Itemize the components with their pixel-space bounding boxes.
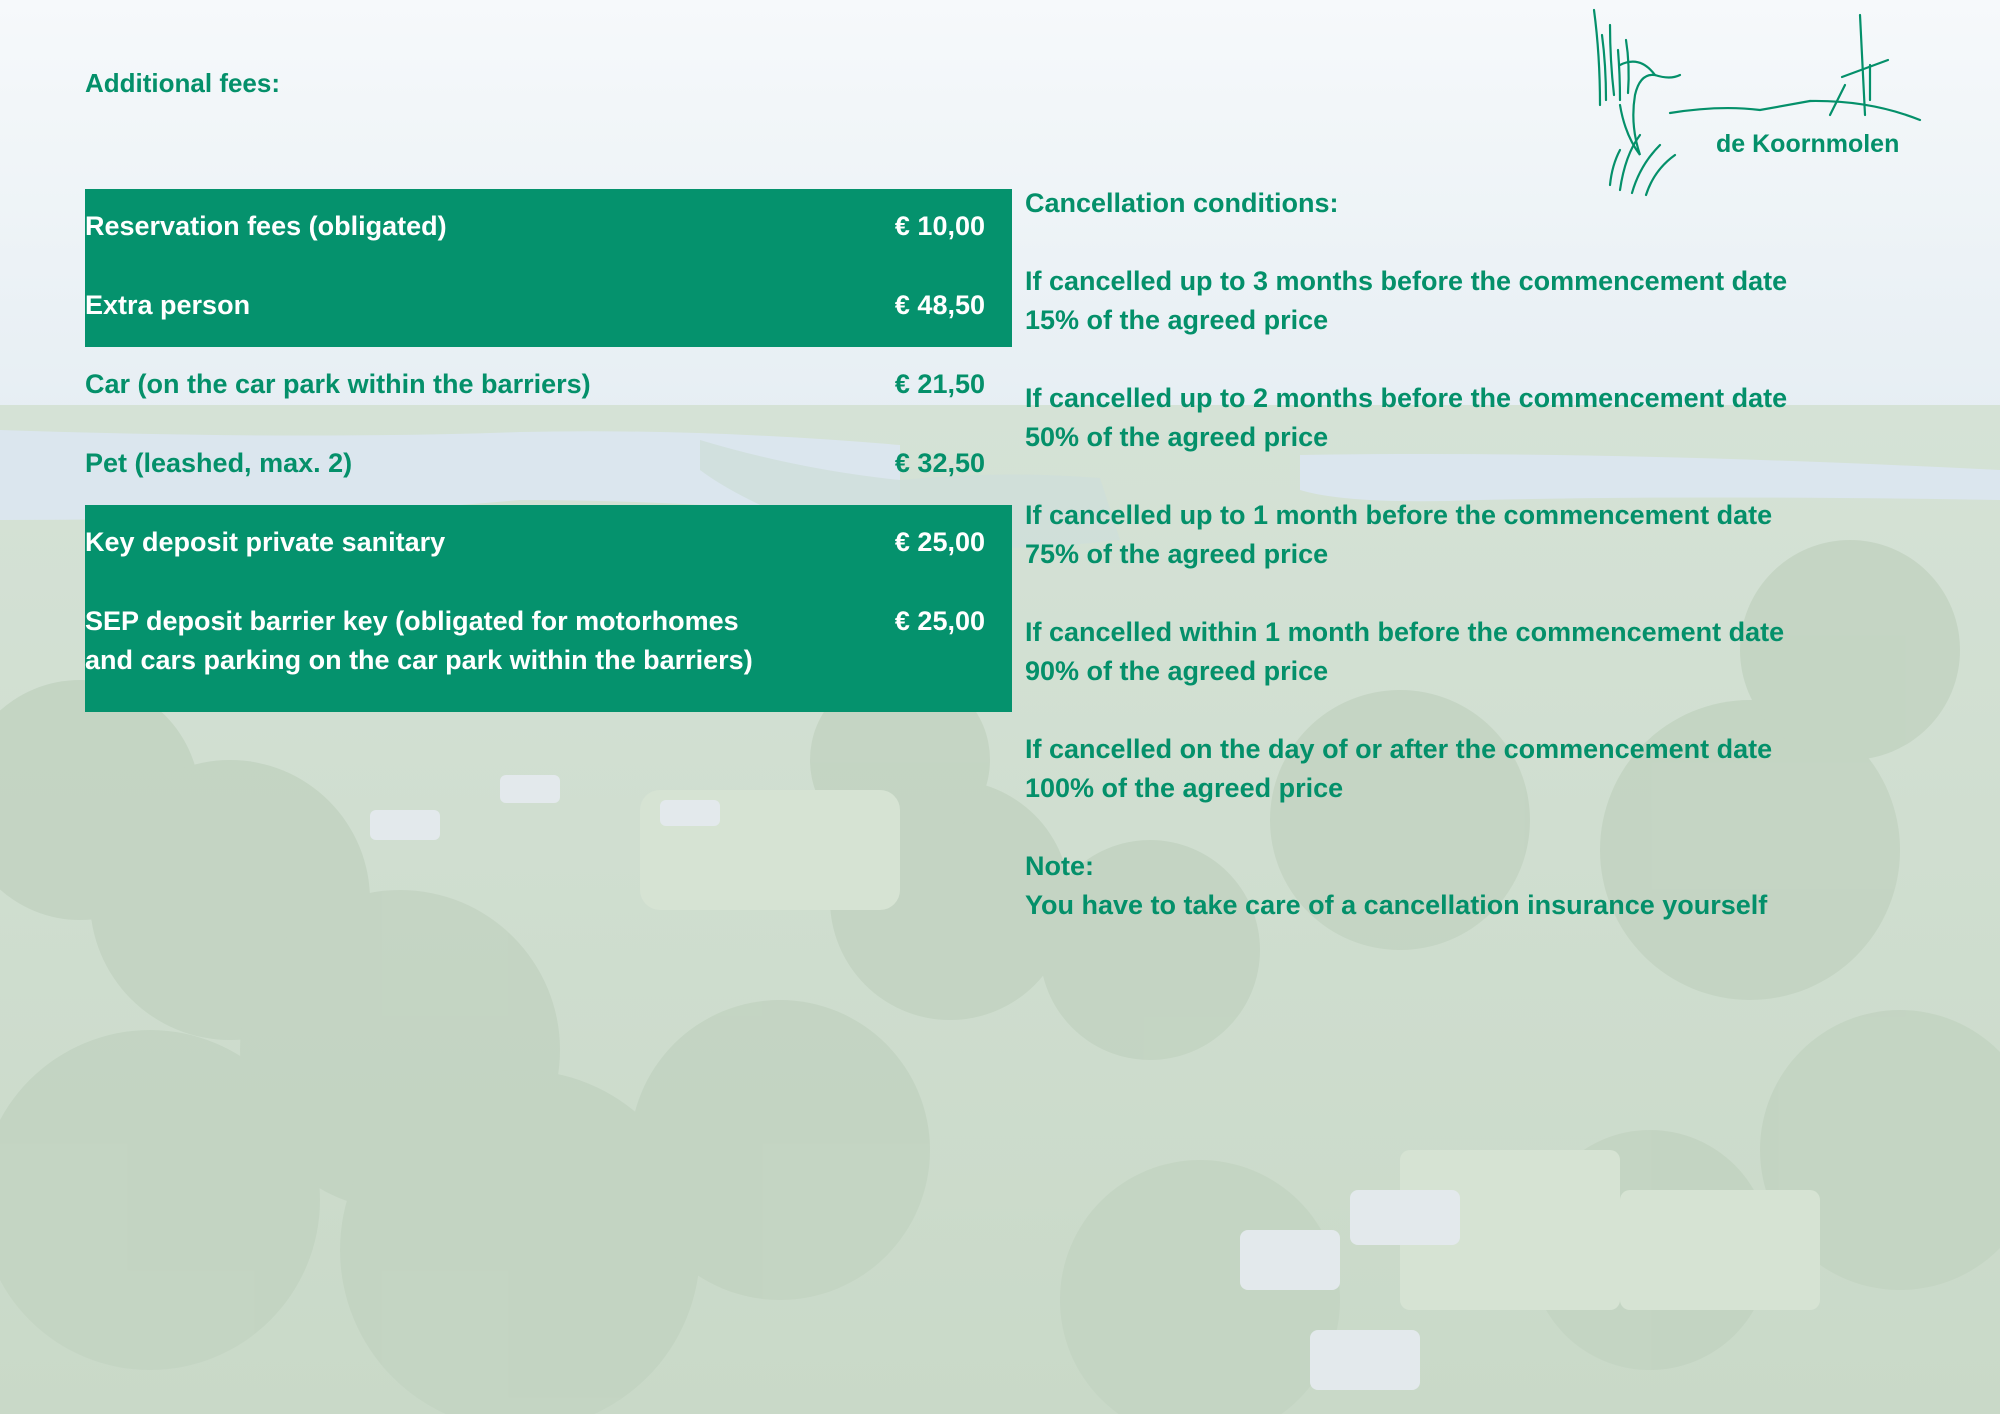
- cancellation-charge: 50% of the agreed price: [1025, 422, 1329, 452]
- fee-label-line: SEP deposit barrier key (obligated for motorhomes: [85, 606, 739, 636]
- cancellation-item: [1025, 613, 1955, 691]
- cancellation-condition: If cancelled up to 2 months before the commencement date: [1025, 383, 1788, 413]
- fee-amount: € 21,50: [894, 369, 985, 399]
- fee-row: [85, 268, 1012, 347]
- fee-label: Reservation fees (obligated): [85, 211, 447, 241]
- fee-label: Key deposit private sanitary: [85, 527, 446, 557]
- cancellation-charge: 100% of the agreed price: [1025, 773, 1344, 803]
- fee-amount: € 48,50: [894, 290, 985, 320]
- cancellation-charge: 15% of the agreed price: [1025, 305, 1329, 335]
- fee-row: [85, 347, 1012, 426]
- note-title: Note:: [1025, 851, 1094, 881]
- fee-amount: € 10,00: [894, 211, 985, 241]
- fee-row: [85, 426, 1012, 505]
- logo-name: de Koornmolen: [1716, 130, 1900, 158]
- fee-label: Extra person: [85, 290, 251, 320]
- note-text: You have to take care of a cancellation insurance yourself: [1025, 890, 1768, 920]
- fees-table: [85, 189, 1012, 712]
- cancellation-condition: If cancelled on the day of or after the commencement date: [1025, 734, 1773, 764]
- fee-label: Pet (leashed, max. 2): [85, 448, 353, 478]
- cancellation-item: [1025, 730, 1955, 808]
- fee-amount: € 32,50: [894, 448, 985, 478]
- cancellation-condition: If cancelled up to 1 month before the commencement date: [1025, 500, 1773, 530]
- koornmolen-logo-icon: [1580, 5, 1950, 205]
- additional-fees-heading: Additional fees:: [85, 68, 281, 98]
- cancellation-conditions: [1025, 184, 1955, 964]
- fee-row: [85, 189, 1012, 268]
- cancellation-item: [1025, 379, 1955, 457]
- fee-label: Car (on the car park within the barriers): [85, 369, 591, 399]
- cancellation-item: [1025, 262, 1955, 340]
- cancellation-charge: 75% of the agreed price: [1025, 539, 1329, 569]
- cancellation-condition: If cancelled within 1 month before the commencement date: [1025, 617, 1785, 647]
- cancellation-charge: 90% of the agreed price: [1025, 656, 1329, 686]
- fee-amount: € 25,00: [894, 606, 985, 636]
- cancellation-item: [1025, 496, 1955, 574]
- cancellation-condition: If cancelled up to 3 months before the commencement date: [1025, 266, 1788, 296]
- fee-label: [85, 602, 845, 680]
- fee-amount: € 25,00: [894, 527, 985, 557]
- fee-row: [85, 505, 1012, 584]
- cancellation-title: Cancellation conditions:: [1025, 188, 1339, 218]
- fee-label-line: and cars parking on the car park within the barriers): [85, 645, 753, 675]
- fee-row: [85, 584, 1012, 712]
- cancellation-note: [1025, 847, 1955, 925]
